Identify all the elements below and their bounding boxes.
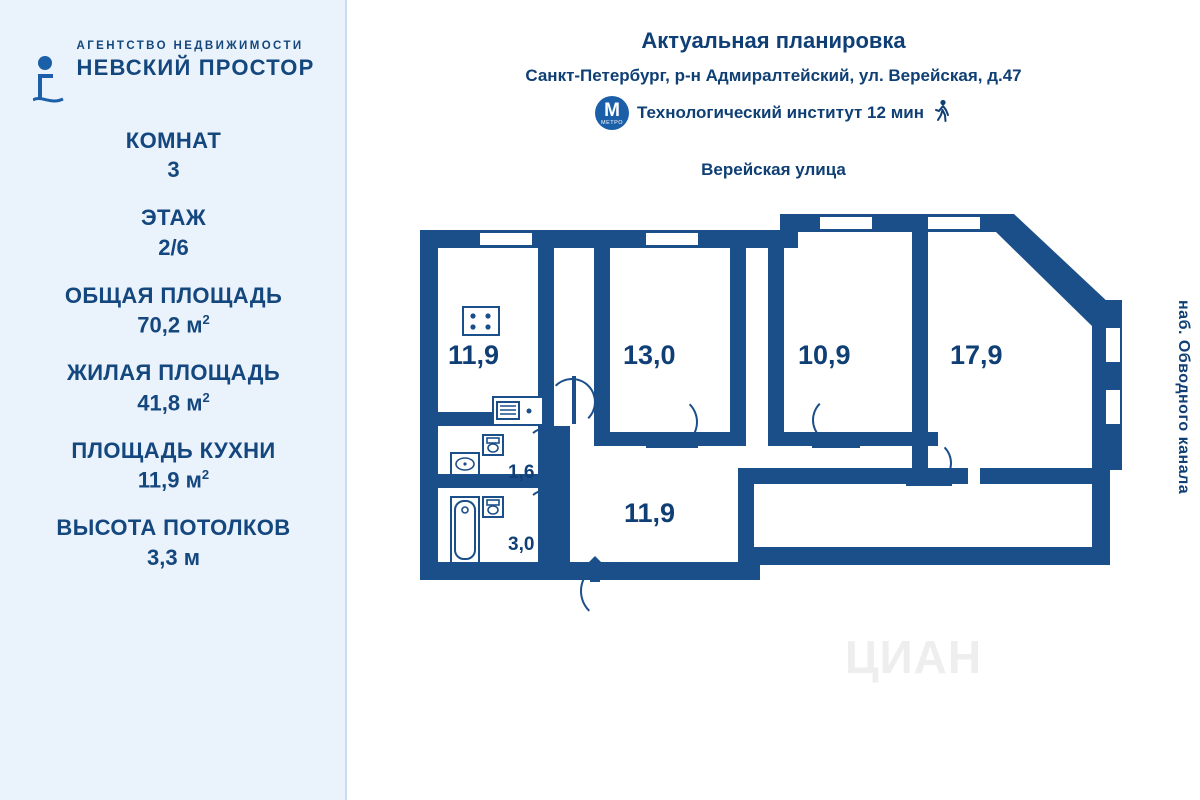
window-top-2 xyxy=(646,233,698,245)
door-room13 xyxy=(646,396,698,448)
stat-total-area xyxy=(0,283,347,339)
stat-total-area-label: ОБЩАЯ ПЛОЩАДЬ xyxy=(64,282,283,308)
washbasin-icon xyxy=(450,452,480,476)
toilet-icon xyxy=(482,434,504,456)
wall-left xyxy=(420,230,438,580)
street-label-right: наб. Обводного канала xyxy=(1175,300,1192,495)
stat-floor-label: ЭТАЖ xyxy=(140,205,207,231)
room-area-corridor: 11,9 xyxy=(624,498,676,528)
window-right-2 xyxy=(1106,390,1120,424)
entrance-arrow-icon xyxy=(582,556,608,589)
sink-icon xyxy=(492,396,544,426)
wall-bottom-right xyxy=(753,547,1110,565)
stat-total-area-value: 70,2 $м^2$ xyxy=(137,311,210,338)
metro-badge-letter: М xyxy=(604,100,620,121)
wall-corridor-right xyxy=(738,470,754,564)
room-area-room17: 17,9 xyxy=(950,340,1003,370)
wall-room10-left xyxy=(768,230,784,446)
bathtub-icon xyxy=(450,496,480,564)
logo-title: НЕВСКИЙ ПРОСТОР xyxy=(76,55,315,80)
watermark: ЦИАН xyxy=(845,631,983,683)
walking-person-icon xyxy=(932,99,952,127)
door-bathroom xyxy=(528,490,558,520)
metro-icon xyxy=(595,96,629,130)
wall-room13-right xyxy=(730,230,746,446)
washbasin-icon-bath xyxy=(482,496,504,518)
wall-right-bay-outer xyxy=(1104,300,1122,470)
floor-plan-drawing xyxy=(420,200,1140,620)
stat-rooms xyxy=(0,128,347,183)
agency-logo xyxy=(0,40,347,106)
address-line: Санкт-Петербург, р-н Адмиралтейский, ул. Верейская, д.47 xyxy=(525,66,1022,85)
wall-midsection-right xyxy=(980,468,1100,484)
door-wc xyxy=(528,428,558,458)
stat-floor xyxy=(0,205,347,260)
wall-room13-left xyxy=(594,230,610,446)
sidebar xyxy=(0,0,347,800)
stat-living-area-value: 41,8 $м^2$ xyxy=(137,389,210,415)
stat-ceiling-height-value: 3,3 м xyxy=(147,544,200,570)
header xyxy=(347,0,1200,130)
stat-ceiling-height xyxy=(0,515,347,570)
nevsky-prostor-logo-icon xyxy=(33,54,69,106)
metro-info xyxy=(347,96,1200,130)
room-area-wc: 1,6 xyxy=(508,462,535,483)
room-area-kitchen: 11,9 xyxy=(448,340,500,370)
door-room17 xyxy=(906,440,952,486)
street-label-top: Верейская улица xyxy=(701,160,846,179)
stat-living-area-label: ЖИЛАЯ ПЛОЩАДЬ xyxy=(66,360,281,386)
window-right-1 xyxy=(1106,328,1120,362)
stat-kitchen-area xyxy=(0,438,347,494)
page-title: Актуальная планировка xyxy=(641,28,906,53)
metro-badge-word: МЕТРО xyxy=(601,120,623,126)
window-top-4 xyxy=(928,217,980,229)
room-area-room10: 10,9 xyxy=(798,340,851,370)
door-room10 xyxy=(812,396,860,444)
stat-living-area xyxy=(0,360,347,416)
stove-icon xyxy=(462,306,500,336)
stat-rooms-label: КОМНАТ xyxy=(125,128,222,153)
door-leaf-room17 xyxy=(906,482,952,486)
property-stats xyxy=(0,128,347,593)
room-area-bathroom: 3,0 xyxy=(508,534,535,555)
door-leaf-kitchen xyxy=(572,376,576,424)
metro-station-label: Технологический институт 12 мин xyxy=(637,103,924,122)
door-leaf-room13 xyxy=(646,444,698,448)
stat-rooms-value: 3 xyxy=(167,157,180,183)
stat-kitchen-area-value: 11,9 $м^2$ xyxy=(137,467,210,493)
stat-ceiling-height-label: ВЫСОТА ПОТОЛКОВ xyxy=(56,515,291,541)
door-leaf-room10 xyxy=(812,444,860,448)
logo-subtitle: АГЕНТСТВО НЕДВИЖИМОСТИ xyxy=(76,40,304,52)
stat-kitchen-area-label: ПЛОЩАДЬ КУХНИ xyxy=(71,437,276,463)
room-area-room13: 13,0 xyxy=(623,340,676,370)
window-top-3 xyxy=(820,217,872,229)
stat-floor-value: 2/6 xyxy=(158,234,189,260)
wall-room10-right xyxy=(912,214,928,446)
window-top-1 xyxy=(480,233,532,245)
wall-wc-bottom xyxy=(438,474,554,488)
